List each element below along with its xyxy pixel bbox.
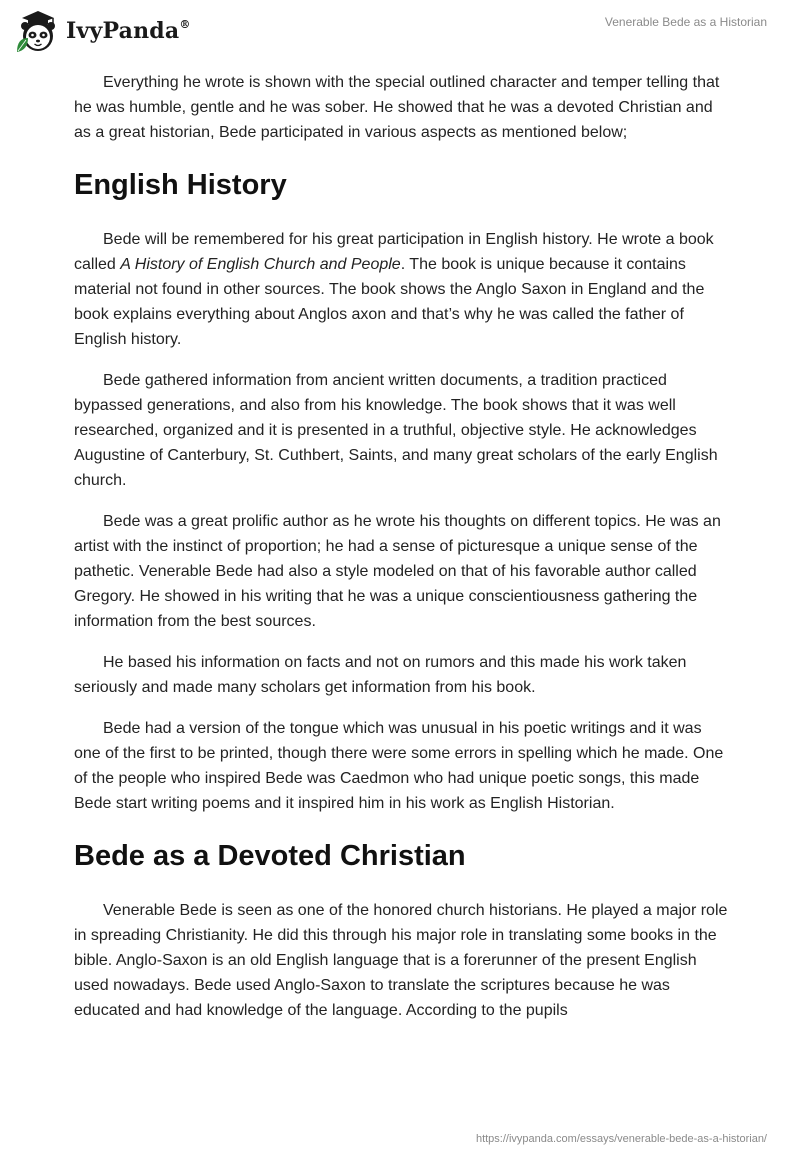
section-heading-english-history: English History (74, 169, 287, 201)
paragraph: Bede gathered information from ancient written documents, a tradition practiced bypassed generations, and also from his knowledge. The book shows that it was well researched, organized and it is presented in a truthful, objective style. He acknowledges Augustine of Canterbury, St. Cuthbert, Saints, and many great scholars of the early English church. (74, 372, 718, 489)
page-header (0, 0, 800, 60)
document-title: Venerable Bede as a Historian (604, 15, 767, 29)
paragraph: Venerable Bede is seen as one of the honored church historians. He played a major role in spreading Christianity. He did this through his major role in translating some books in the bible. Anglo-Saxon is an old English language that is a forerunner of the present English used nowadays. Bede used Anglo-Saxon to translate the scriptures because he was educated and had knowledge of the language. According to the pupils (74, 902, 728, 1019)
intro-paragraph: Everything he wrote is shown with the special outlined character and temper telling that he was humble, gentle and he was sober. He showed that he was a devoted Christian and as a great historian, Bede participated in various aspects as mentioned below; (74, 74, 720, 141)
essay-body (74, 70, 728, 1039)
book-title: A History of English Church and People (120, 256, 401, 273)
panda-icon (14, 8, 60, 54)
paragraph: Bede was a great prolific author as he wrote his thoughts on different topics. He was an artist with the instinct of proportion; he had a sense of picturesque a unique sense of the pathetic. Venerable Bede had also a style modeled on that of his favorable author called Gregory. He showed in his writing that he was a unique conscientiousness gathering the information from the best sources. (74, 513, 721, 630)
section-heading-devoted-christian: Bede as a Devoted Christian (74, 840, 466, 872)
source-url[interactable]: https://ivypanda.com/essays/venerable-bede-as-a-historian/ (475, 1133, 767, 1145)
logo-text: IvyPanda® (66, 17, 191, 44)
ivypanda-logo[interactable] (14, 8, 191, 54)
paragraph: Bede had a version of the tongue which was unusual in his poetic writings and it was one of the first to be printed, though there were some errors in spelling which he made. One of the people who inspired Bede was Caedmon who had unique poetic songs, this made Bede start writing poems and it inspired him in his work as English Historian. (74, 720, 724, 812)
paragraph: He based his information on facts and not on rumors and this made his work taken seriously and made many scholars get information from his book. (74, 654, 687, 696)
paragraph: Bede will be remembered for his great participation in English history. He wrote a book called A History of English Church and People. The book is unique because it contains material not found in other sources. The book shows the Anglo Saxon in England and the book explains everything about Anglos axon and that’s why he was called the father of English history. (74, 231, 714, 348)
